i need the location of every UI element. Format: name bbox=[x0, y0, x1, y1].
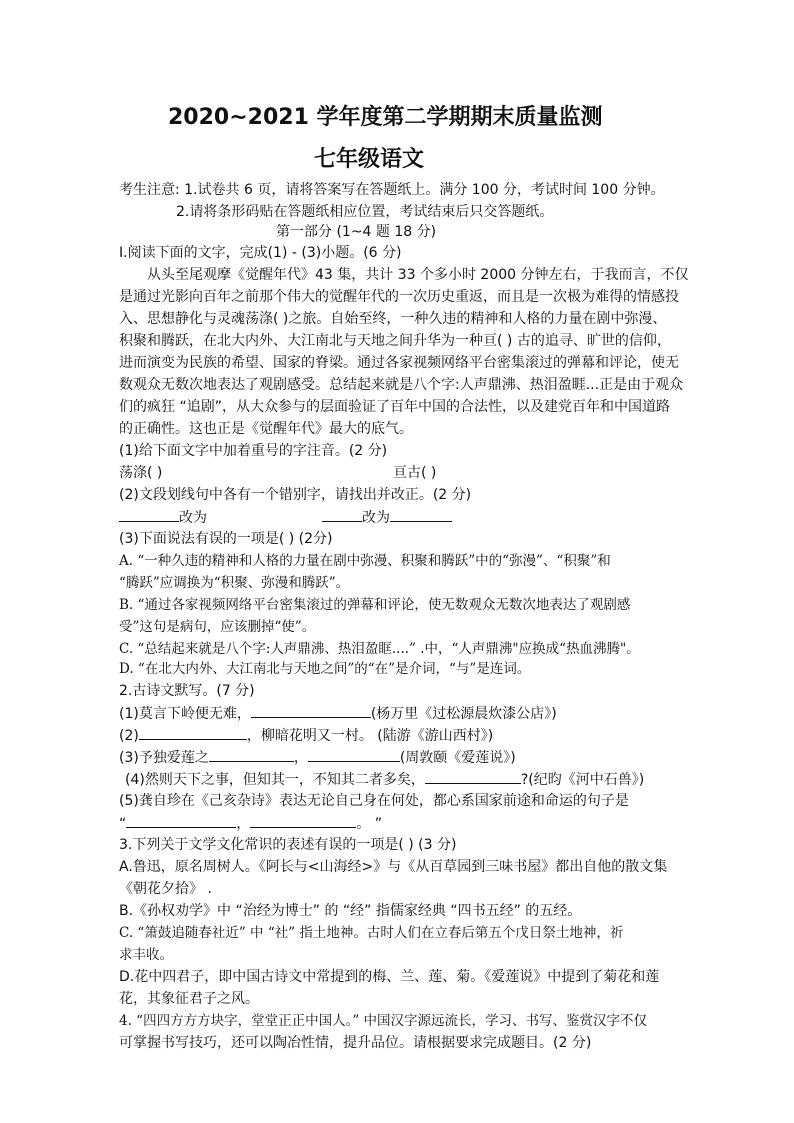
q1-sub1-prompt: (1)给下面文字中加着重号的字注音。(2 分) bbox=[119, 443, 388, 459]
option-text: A. “一种久违的精神和人格的力量在剧中弥漫、积聚和腾跃”中的“弥漫”、“积聚”和 bbox=[119, 553, 611, 569]
passage-line: 从头至尾观摩《觉醒年代》43 集，共计 33 个多小时 2000 分钟左右，于我而言，不仅 bbox=[147, 267, 689, 283]
notice-line-2: 2.请将条形码贴在答题纸相应位置，考试结束后只交答题纸。 bbox=[176, 204, 554, 220]
option-text: B.《孙权劝学》中 “治经为博士” 的 “经” 指儒家经典 “四书五经” 的五经。 bbox=[119, 903, 582, 919]
poem-text: “ bbox=[119, 816, 127, 832]
q4-text: 4. “四四方方方块字，堂堂正正中国人。” 中国汉字源远流长，学习、书写、鉴赏汉字不仅 bbox=[119, 1013, 648, 1029]
poem-line: (5)龚自珍在《己亥杂诗》表达无论自己身在何处，都心系国家前途和命运的句子是 bbox=[119, 793, 629, 809]
option-text: C. “箫鼓追随春社近” 中 “社” 指土地神。古时人们在立春后第五个戊日祭土地神，祈 bbox=[119, 925, 624, 941]
correction-label: 改为 bbox=[179, 510, 207, 526]
option-text: A.鲁迅，原名周树人。《阿长与<山海经>》与《从百草园到三味书屋》都出自他的散文集 bbox=[119, 859, 668, 875]
answer-blank[interactable] bbox=[126, 813, 236, 828]
option-text: D. “在北大内外、大江南北与天地之间”的“在”是介词，“与”是连词。 bbox=[119, 661, 531, 677]
q2-heading: 2.古诗文默写。(7 分) bbox=[119, 683, 255, 699]
correction-line bbox=[119, 507, 207, 528]
option-text: C. “总结起来就是八个字:人声鼎沸、热泪盈眶....” .中，“人声鼎沸"应换成“热血沸腾"。 bbox=[119, 641, 640, 657]
poem-text: (2) bbox=[119, 728, 139, 744]
passage-line: 积聚和腾跃，在北大内外、大江南北与天地之间升华为一种亘( ) 古的追寻、旷世的信仰， bbox=[119, 333, 671, 349]
answer-blank[interactable] bbox=[308, 747, 400, 762]
option-text: D.花中四君子，即中国古诗文中常提到的梅、兰、莲、菊。《爱莲说》中提到了菊花和莲 bbox=[119, 969, 660, 985]
poem-line bbox=[119, 747, 516, 768]
option-text: 《朝花夕拾》 . bbox=[119, 881, 212, 897]
answer-blank[interactable] bbox=[209, 747, 294, 762]
passage-line: 的正确性。这也正是《觉醒年代》最大的底气。 bbox=[119, 421, 413, 437]
answer-blank[interactable] bbox=[390, 507, 452, 522]
answer-blank[interactable] bbox=[119, 507, 179, 522]
answer-blank[interactable] bbox=[322, 507, 362, 522]
correction-line bbox=[322, 507, 452, 528]
passage-line: 们的疯狂 “追剧”，从大众参与的层面验证了百年中国的合法性，以及建党百年和中国道路 bbox=[119, 399, 670, 415]
option-text: 花，其象征君子之风。 bbox=[119, 991, 259, 1007]
section-heading: 第一部分 (1~4 题 18 分) bbox=[276, 224, 437, 240]
answer-blank[interactable] bbox=[425, 769, 521, 784]
passage-line: 是通过光影向百年之前那个伟大的觉醒年代的一次历史重返，而且是一次极为难得的情感投 bbox=[119, 289, 679, 305]
poem-text: (3)予独爱莲之 bbox=[119, 750, 209, 766]
answer-blank[interactable] bbox=[250, 813, 356, 828]
poem-text: (1)莫言下岭便无难， bbox=[119, 706, 251, 722]
poem-line bbox=[125, 769, 644, 790]
poem-line bbox=[119, 725, 493, 746]
q4-text: 可掌握书写技巧，还可以陶冶性情，提升品位。请根据要求完成题目。(2 分) bbox=[119, 1035, 592, 1051]
passage-line: 入、思想静化与灵魂荡涤( )之旅。自始至终，一种久违的精神和人格的力量在剧中弥漫、 bbox=[119, 311, 667, 327]
q1-sub2-prompt: (2)文段划线句中各有一个错别字，请找出并改正。(2 分) bbox=[119, 487, 472, 503]
passage-line: 数观众无数次地表达了观剧感受。总结起来就是八个字:人声鼎沸、热泪盈睚...正是由于观众 bbox=[119, 377, 684, 393]
poem-text: 。 ” bbox=[356, 816, 382, 832]
poem-text: ， bbox=[236, 816, 251, 832]
correction-label: 改为 bbox=[362, 510, 390, 526]
poem-text: (杨万里《过松源晨炊漆公店》) bbox=[370, 706, 557, 722]
pinyin-item-2: 亘古( ) bbox=[393, 465, 437, 481]
poem-line bbox=[119, 813, 382, 834]
pinyin-item-1: 荡涤( ) bbox=[119, 465, 163, 481]
poem-text: (4)然则天下之事，但知其一，不知其二者多矣， bbox=[125, 772, 425, 788]
option-text: 受”这句是病句，应该删掉“使”。 bbox=[119, 619, 316, 635]
option-text: 求丰收。 bbox=[119, 947, 173, 963]
poem-text: ，柳暗花明又一村。 (陆游《游山西村》) bbox=[246, 728, 494, 744]
option-text: B. “通过各家视频网络平台密集滚过的弹幕和评论，使无数观众无数次地表达了观剧感 bbox=[119, 597, 631, 613]
q1-sub3-prompt: (3)下面说法有误的一项是( ) (2分) bbox=[119, 531, 333, 547]
answer-blank[interactable] bbox=[251, 703, 371, 718]
exam-subtitle: 七年级语文 bbox=[314, 147, 425, 172]
exam-title: 2020~2021 学年度第二学期期末质量监测 bbox=[168, 105, 603, 130]
poem-text: (周敦颐《爱莲说》) bbox=[399, 750, 516, 766]
poem-line bbox=[119, 703, 557, 724]
answer-blank[interactable] bbox=[139, 725, 247, 740]
q3-heading: 3.下列关于文学文化常识的表述有误的一项是( ) (3 分) bbox=[119, 837, 457, 853]
option-text: “腾跃”应调换为“积聚、弥漫和腾跃”。 bbox=[119, 575, 350, 591]
passage-line: 进而演变为民族的希望、国家的脊梁。通过各家视频网络平台密集滚过的弹幕和评论，使无 bbox=[119, 355, 679, 371]
q1-heading: I.阅读下面的文字，完成(1) - (3)小题。(6 分) bbox=[119, 245, 402, 261]
notice-line-1: 考生注意: 1.试卷共 6 页，请将答案写在答题纸上。满分 100 分，考试时间 100 分钟。 bbox=[119, 182, 665, 198]
poem-text: ， bbox=[293, 750, 308, 766]
poem-text: ?(纪昀《河中石兽》) bbox=[520, 772, 645, 788]
